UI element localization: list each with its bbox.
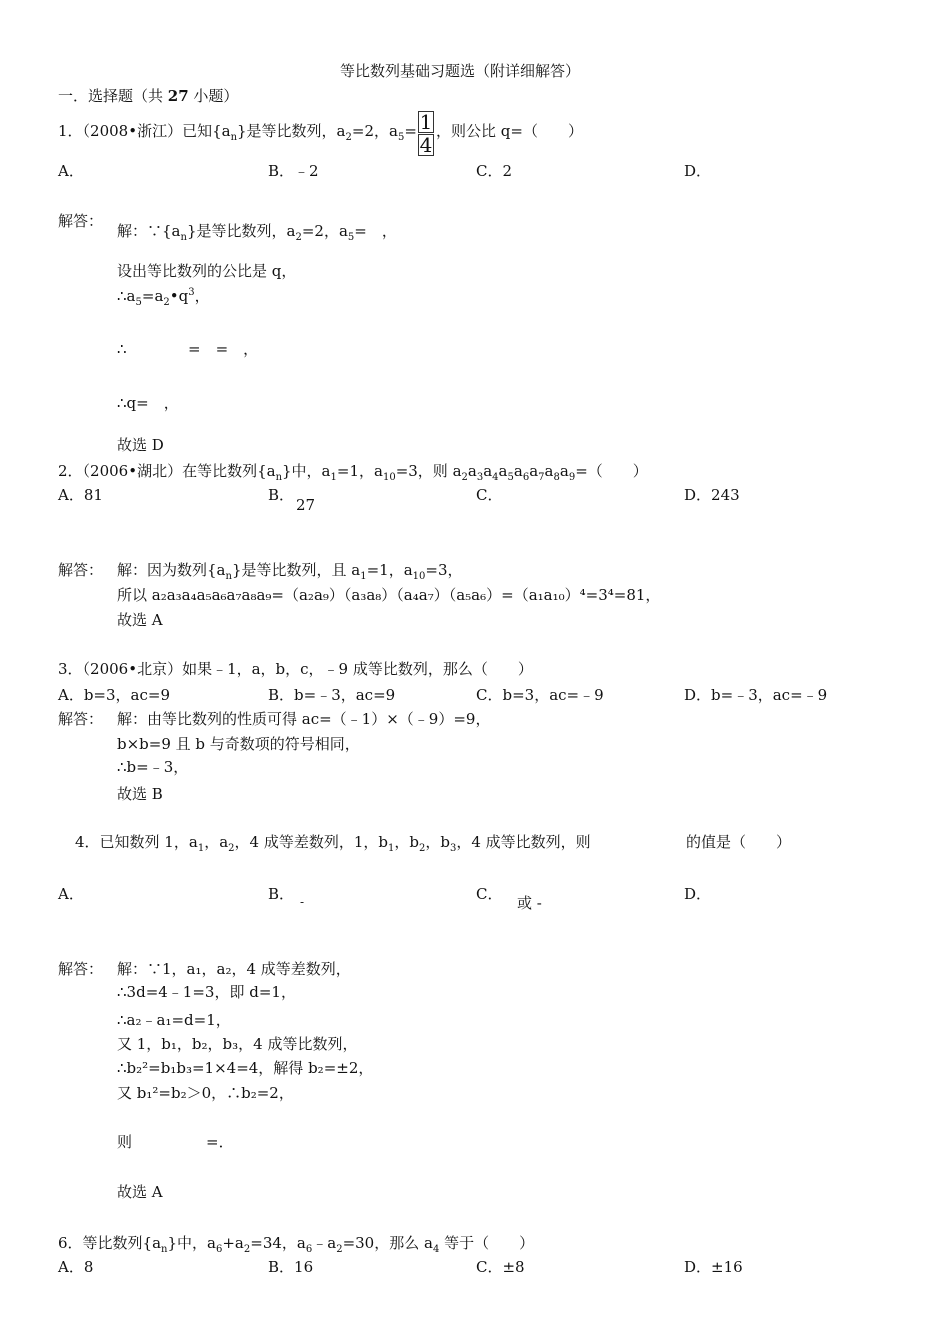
q4-solution-line-7b: =． bbox=[206, 1133, 234, 1151]
q1-solution-line-4b: = = ， bbox=[188, 340, 259, 358]
q2-solution-line-1: 解：因为数列$\{a_n\}$是等比数列，且 $a_1=1$，$a_{10}=3$， bbox=[117, 561, 463, 582]
q3-solution-line-1: 解：由等比数列的性质可得 ac=（﹣1）×（﹣9）=9， bbox=[117, 710, 491, 728]
q4-option-b-mark: - bbox=[300, 895, 305, 909]
q3-option-b: B．b=﹣3，ac=9 bbox=[268, 686, 396, 704]
q2-option-b: B． bbox=[268, 486, 295, 504]
q4-solution-line-7a: 则 bbox=[117, 1133, 133, 1151]
q1-solution-line-3: $\therefore a_5=a_2•q^3$， bbox=[117, 287, 210, 308]
q1-option-b: B．﹣2 bbox=[268, 162, 319, 180]
q2-option-c: C． bbox=[476, 486, 503, 504]
q4-solution-line-8: 故选 A bbox=[117, 1183, 163, 1201]
q2-solution-line-3: 故选 A bbox=[117, 611, 163, 629]
q1-solution-line-2: 设出等比数列的公比是 q， bbox=[117, 262, 297, 280]
q4-solution-line-1: 解：∵1，a₁，a₂，4 成等差数列， bbox=[117, 960, 351, 978]
question-2-stem: 2．（2006•湖北）在等比数列$\{a_n\}$中，$a_1=1$，$a_{10}=3$，则 $a_2a_3a_4a_5a_6a_7a_8a_9=$（ ） bbox=[58, 462, 648, 483]
section-suffix: 小题） bbox=[188, 87, 239, 105]
q4-solution-line-2: ∴3d=4﹣1=3，即 d=1， bbox=[117, 983, 296, 1001]
q4-solution-label: 解答： bbox=[58, 960, 104, 978]
q3-option-c: C．b=3，ac=﹣9 bbox=[476, 686, 604, 704]
page-title: 等比数列基础习题选（附详细解答） bbox=[340, 62, 581, 80]
question-4-stem: 4．已知数列 1，$a_1$，$a_2$，4 成等差数列，1，$b_1$，$b_2$，$b_3$，4 成等比数列，则 bbox=[75, 833, 591, 854]
q3-solution-label: 解答： bbox=[58, 710, 104, 728]
q4-option-d: D． bbox=[684, 885, 712, 903]
q4-solution-line-4: 又 1，b₁，b₂，b₃，4 成等比数列， bbox=[117, 1035, 358, 1053]
q1-option-c: C．2 bbox=[476, 162, 513, 180]
q3-solution-line-4: 故选 B bbox=[117, 785, 163, 803]
q4-option-a: A． bbox=[58, 885, 84, 903]
section-header bbox=[58, 87, 238, 105]
section-prefix: 一．选择题（共 bbox=[58, 87, 168, 105]
q1-solution-line-6: 故选 D bbox=[117, 436, 164, 454]
q6-option-a: A．8 bbox=[58, 1258, 94, 1276]
q4-solution-line-5: ∴b₂²=b₁b₃=1×4=4，解得 b₂=±2， bbox=[117, 1059, 374, 1077]
q2-option-a: A．81 bbox=[58, 486, 103, 504]
q6-option-c: C．±8 bbox=[476, 1258, 525, 1276]
q3-solution-line-3: ∴b=﹣3， bbox=[117, 758, 189, 776]
q3-solution-line-2: b×b=9 且 b 与奇数项的符号相同， bbox=[117, 735, 360, 753]
q6-option-b: B．16 bbox=[268, 1258, 314, 1276]
question-1-stem: 1．（2008•浙江）已知$\{a_n\}$是等比数列，$a_2=2$，$a_5=$ bbox=[58, 122, 417, 143]
q4-solution-line-3: ∴a₂﹣a₁=d=1， bbox=[117, 1011, 231, 1029]
q2-option-d: D．243 bbox=[684, 486, 740, 504]
section-count: 27 bbox=[167, 87, 189, 105]
question-3-stem: 3．（2006•北京）如果﹣1，a，b，c，﹣9 成等比数列，那么（ ） bbox=[58, 660, 533, 678]
q6-option-d: D．±16 bbox=[684, 1258, 743, 1276]
q4-solution-line-6: 又 b₁²=b₂＞0，∴b₂=2， bbox=[117, 1084, 294, 1102]
q1-solution-line-1: 解：$\because\{a_n\}$是等比数列，$a_2=2$，$a_5=$ ， bbox=[117, 222, 397, 243]
q1-solution-line-5: ∴q= ， bbox=[117, 394, 179, 412]
question-6-stem: 6．等比数列$\{a_n\}$中，$a_6+a_2=34$，$a_6﹣a_2=30$，那么 $a_4$ 等于（ ） bbox=[58, 1234, 535, 1255]
question-1-tail: ，则公比 q=（ ） bbox=[436, 122, 583, 140]
q2-solution-line-2: 所以 a₂a₃a₄a₅a₆a₇a₈a₉=（a₂a₉）（a₃a₈）（a₄a₇）（a₅a₆）=（a₁a₁₀）⁴=3⁴=81， bbox=[117, 586, 661, 604]
fraction-denominator: 4 bbox=[419, 133, 433, 157]
q2-solution-label: 解答： bbox=[58, 561, 104, 579]
q4-option-b: B． bbox=[268, 885, 295, 903]
fraction-numerator: 1 bbox=[419, 110, 433, 134]
q1-option-a: A． bbox=[58, 162, 84, 180]
q1-solution-line-4a: ∴ bbox=[117, 340, 127, 358]
q4-option-c: C． bbox=[476, 885, 503, 903]
q3-option-d: D．b=﹣3，ac=﹣9 bbox=[684, 686, 828, 704]
q1-solution-label: 解答： bbox=[58, 212, 104, 230]
q4-option-c-mark: 或 - bbox=[517, 894, 542, 912]
q3-option-a: A．b=3，ac=9 bbox=[58, 686, 171, 704]
q1-option-d: D． bbox=[684, 162, 712, 180]
question-4-tail: 的值是（ ） bbox=[686, 833, 792, 851]
q2-option-b-value: 27 bbox=[296, 496, 316, 514]
